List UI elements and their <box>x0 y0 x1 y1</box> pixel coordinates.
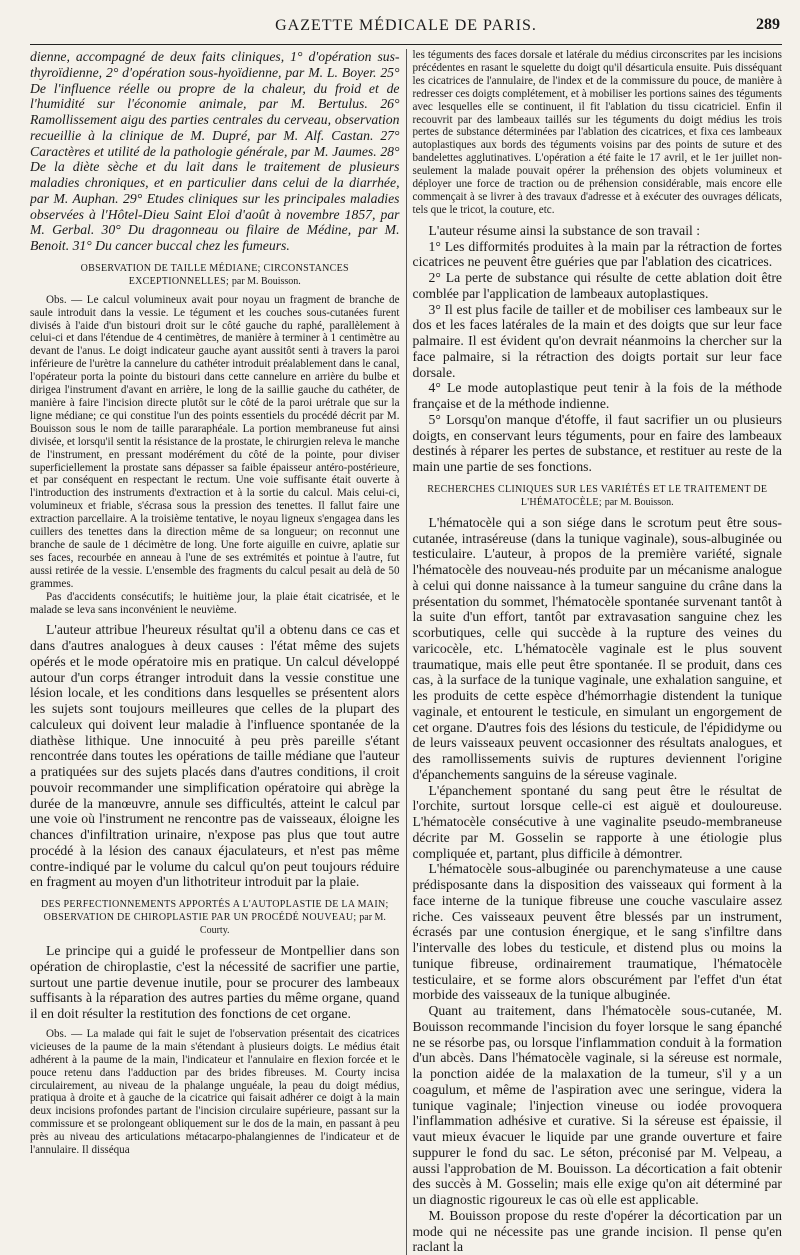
body-paragraph: M. Bouisson propose du reste d'opérer la décortication par un mode qui ne nécessite pas une grande incision. Il pense qu'en raclant la <box>412 1207 782 1255</box>
body-paragraph: L'hématocèle sous-albuginée ou parenchymateuse a une cause prédisposante dans la disposition des vaisseaux qui forment à la face interne de la tunique fibreuse une couche vasculaire assez riche. Ces vaisseaux peuvent être blessés par un instrument, écrasés par une contusion énergique, et le sang s'infiltre dans l'intervalle des lobes du testicule, et distend plus ou moins la tunique fibreuse, ordinairement traumatique, l'hématocèle testiculaire, et se forme alors obscurément par l'effet d'un état morbide des vaisseaux de la tunique albuginée. <box>412 861 782 1003</box>
observation-paragraph: Obs. — La malade qui fait le sujet de l'observation présentait des cicatrices vicieuses de la paume de la main s'étendant à plusieurs doigts. Le médius était adhérent à la paume de la main, l'indicateur et l'annulaire en flexion forcée et le pouce retenu dans l'adduction par des brides fibreuses. M. Courty incisa circulairement, au niveau de la phalange unguéale, la peau du doigt médius, pratiqua à droite et à gauche de la cicatrice qui faisait adhérer ce doigt à la main deux incisions profondes partant de l'incision circulaire supérieure, passant sur la commissure et se prolongeant obliquement sur le dos de la main, en passant à peu près au niveau des articulations métacarpo-phalangiennes de l'indicateur et de l'annulaire. Il disséqua <box>30 1027 400 1157</box>
summary-intro: L'auteur résume ainsi la substance de son travail : <box>428 222 701 238</box>
section-heading-taille-mediane <box>30 262 400 288</box>
section-title: OBSERVATION DE TAILLE MÉDIANE; CIRCONSTANCES EXCEPTIONNELLES; <box>80 262 349 287</box>
left-column <box>30 49 406 1255</box>
journal-title: GAZETTE MÉDICALE DE PARIS. <box>275 17 537 34</box>
observation-outcome: Pas d'accidents consécutifs; le huitième jour, la plaie était cicatrisée, et le malade se leva sans inconvénient le neuvième. <box>30 590 400 616</box>
intro-paragraph: dienne, accompagné de deux faits cliniques, 1° d'opération sus-thyroïdienne, 2° d'opération sous-hyoïdienne, par M. L. Boyer. 25° De l'influence réelle ou propre de la chaleur, du froid et de l'humidité sur l'économie animale, par M. Bertulus. 26° Ramollissement aigu des parties centrales du cerveau, observation recueillie à la clinique de M. Dupré, par M. Alf. Castan. 27° Caractères et utilité de la pathologie générale, par M. Jaumes. 28° De la diète sèche et du lait dans le traitement de plusieurs maladies chroniques, et en particulier dans celui de la diarrhée, par M. Auphan. 29° Etudes cliniques sur les principales maladies observées à l'Hôtel-Dieu Saint Eloi d'août à novembre 1857, par M. Gerbal. 30° Du dragonneau ou filaire de Médine, par M. Benoit. 31° Du cancer buccal chez les fumeurs. <box>30 49 400 253</box>
author-commentary: L'auteur attribue l'heureux résultat qu'il a obtenu dans ce cas et dans d'autres analogues à deux causes : l'état même des sujets opérés et le mode opératoire mis en pratique. Un calcul développé autour d'un corps étranger introduit dans la vessie constitue une lésion locale, et les conditions dans lesquelles se présentent alors les sujets sont toujours meilleures que celles de la plupart des calculeux qui doivent leur maladie à l'influence spontanée de la diathèse lithique. Une innocuité à peu près pareille s'étant rencontrée dans toutes les opérations de taille médiane que l'auteur a pratiquées sur des sujets placés dans d'autres conditions, il croit pouvoir recommander une simplification opératoire qui abrège la durée de la manœuvre, annule ses difficultés, atteint le calcul par une voie où l'instrument ne rencontre pas de vaisseaux, éloigne les chances d'infiltration urinaire, n'expose pas plus que tout autre procédé à la lésion des canaux éjaculateurs, et n'est pas même contre-indiqué par le volume du calcul qu'on peut toujours réduire en fragment au moyen d'un lithotriteur introduit par la plaie. <box>30 622 400 890</box>
page-header <box>30 14 782 45</box>
summary-point: 4° Le mode autoplastique peut tenir à la fois de la méthode française et de la méthode indienne. <box>412 380 782 412</box>
summary-point: 2° La perte de substance qui résulte de cette ablation doit être comblée par l'application de lambeaux autoplastiques. <box>412 270 782 301</box>
summary-point: 3° Il est plus facile de tailler et de mobiliser ces lambeaux sur le dos et les faces latérales de la main et des doigts que sur leur face palmaire. Il est évident qu'on devrait néanmoins la chercher sur la face palmaire, si la rétraction des doigts portait sur leur face dorsale. <box>412 301 782 380</box>
right-column <box>406 49 783 1255</box>
observation-paragraph: Obs. — Le calcul volumineux avait pour noyau un fragment de branche de saule introduit dans la vessie. Le tégument et les couches sous-cutanées furent divisés à l'aide d'un bistouri droit sur le côté gauche du raphé, parallèlement à celui-ci et dans l'étendue de 4 centimètres, de manière à terminer à 1 centimètre au devant de l'anus. Le doigt indicateur gauche ayant aussitôt senti à travers la paroi inférieure de l'urètre la cannelure du cathéter introduit préalablement dans le canal, l'opérateur porta la pointe du bistouri dans cette cannelure en arrière du bulbe et dirigea l'instrument d'avant en arrière, le long de la saillie gauche du cathéter, de manière à faire l'incision directe plutôt sur le côté de la paroi urétrale que sur la ligne médiane; ce qui constitue l'un des points essentiels du procédé décrit par M. Bouisson sous le nom de taille pararaphéale. La portion membraneuse fut ainsi divisée, et lorsqu'il sentit la résistance de la prostate, le chirurgien releva le manche de l'instrument, en pressant modérément du côté de la pointe, pour diviser superficiellement la prostate sans dépasser sa faible épaisseur antéro-postérieure, et par conséquent en respectant le rectum. Une voie suffisante était ouverte à l'introduction des instruments d'extraction et à la sortie du calcul. Mais celui-ci, volumineux et friable, s'écrasa sous la pression des tenettes. Il fallut faire une extraction parcellaire. A la troisième tentative, le noyau ligneux s'engagea dans les cuillers des tenettes dans la direction même de sa longueur; on reconnut une branche de saule de 1 décimètre de long. Une forte aiguille en cuivre, aplatie sur ses faces, recourbée en anneau à l'une de ses extrémités et pointue à l'autre, fut aussi retirée de la vessie. L'ensemble des fragments du calcul pesait au delà de 50 grammes. <box>30 293 400 590</box>
section-title: RECHERCHES CLINIQUES SUR LES VARIÉTÉS ET LE TRAITEMENT DE L'HÉMATOCÈLE; <box>427 483 768 508</box>
body-paragraph: L'hématocèle qui a son siége dans le scrotum peut être sous-cutanée, intraséreuse (dans la tunique vaginale), sous-albuginée ou testiculaire. L'auteur, à propos de la première variété, signale l'hématocèle des nouveau-nés produite par un mécanisme analogue à celui qui donne naissance à la tumeur sanguine du crâne dans la présentation du sommet, l'hématocèle spontanée survenant tantôt à la suite d'un effort, tantôt par extravasation sanguine chez les scorbutiques, celle qui succède à la rupture des veines du varicocèle, etc. L'hématocèle vaginale est le plus souvent traumatique, mais elle peut être spontanée. Il se produit, dans ces cas, à la surface de la tunique vaginale, une exhalation sanguine, et les produits de cette espèce d'hémorrhagie distendent la tunique vaginale, et entourent le testicule, en simulant un engorgement de cet organe. D'autres fois des lésions du testicule, de l'épididyme ou de leurs vaisseaux peuvent occasionner des résultats analogues, et des ramollissements suivis de ruptures deviennent l'origine d'épanchements sanguins de la séreuse vaginale. <box>412 514 782 782</box>
body-paragraph: Quant au traitement, dans l'hématocèle sous-cutanée, M. Bouisson recommande l'incision du foyer lorsque le sang épanché ne se résorbe pas, ou lorsque l'inflammation conduit à la formation d'un abcès. Dans l'hématocèle vaginale, si la séreuse est normale, la ponction aidée de la malaxation de la tumeur, s'il y a un coagulum, et même de l'aspiration avec une seringue, videra la tunique vaginale; l'injection vineuse ou iodée provoquera l'inflammation adhésive et curative. Si la séreuse est épaissie, il vaut mieux évacuer le liquide par une grande ouverture et faire suppurer le fond du sac. Le séton, préconisé par M. Velpeau, a aussi l'approbation de M. Bouisson. La décortication a fait obtenir des succès à M. Gosselin; mais elle exige qu'on ait déterminé par un diagnostic rigoureux le cas où elle est applicable. <box>412 1003 782 1208</box>
section-heading-hematocele <box>413 483 783 509</box>
principle-paragraph: Le principe qui a guidé le professeur de Montpellier dans son opération de chiroplastie, c'est la nécessité de sacrifier une partie, surtout une partie devenue inutile, pour se procurer des lambeaux suffisants à la réparation des autres parties du même organe, quand il en doit résulter la restitution des fonctions de cet organe. <box>30 943 400 1022</box>
two-column-body <box>30 49 782 1255</box>
section-title: DES PERFECTIONNEMENTS APPORTÉS A L'AUTOPLASTIE DE LA MAIN; OBSERVATION DE CHIROPLASTIE PAR UN PROCÉDÉ NOUVEAU; <box>40 899 389 924</box>
observation-continued: les téguments des faces dorsale et latérale du médius circonscrites par les incisions précédentes en rasant le squelette du doigt qu'il désarticula ensuite. Puis disséquant les cicatrices de l'annulaire, de l'index et de la commissure du pouce, de manière à redresser ces doigts complétement, et à mobiliser les portions saines des téguments avec lesquelles elle se continuent, il fit l'ablation du tissu cicatriciel. Enfin il recouvrit par des lambeaux taillés sur les téguments du doigt médius les trois pertes de substance déterminées par l'ablation des cicatrices, et fixa ces lambeaux autoplastiques aux bords des téguments voisins par des points de suture et des bandelettes agglutinatives. L'opération a été faite le 17 avril, et le 1er juillet non-seulement la malade pouvait opérer la préhension des objets volumineux et déployer une force de traction ou de préhension considérable, mais encore elle commençait à se livrer à des travaux d'adresse et à exécuter des ouvrages délicats, tels que le tricot, la couture, etc. <box>412 49 782 216</box>
body-paragraph: L'épanchement spontané du sang peut être le résultat de l'orchite, surtout lorsque celle-ci est aiguë et douloureuse. L'hématocèle consécutive à une vaginalite pseudo-membraneuse décrite par M. Gosselin se rapporte à une étiologie plus compliquée et, partant, plus difficile à démontrer. <box>412 782 782 861</box>
section-heading-autoplastie <box>30 898 400 937</box>
page-number: 289 <box>756 16 780 33</box>
summary-point: 1° Les difformités produites à la main par la rétraction de fortes cicatrices ne peuvent être guéries que par l'ablation des cicatrices. <box>412 238 782 270</box>
section-author: par M. Bouisson. <box>231 275 301 287</box>
section-author: par M. Bouisson. <box>604 496 674 508</box>
summary-point: 5° Lorsqu'on manque d'étoffe, il faut sacrifier un ou plusieurs doigts, en conservant leurs téguments, pour en faire des lambeaux destinés à réparer les pertes de substance, et restituer au reste de la main une partie de ses fonctions. <box>412 411 782 475</box>
section-author: par M. Courty. <box>199 912 386 937</box>
